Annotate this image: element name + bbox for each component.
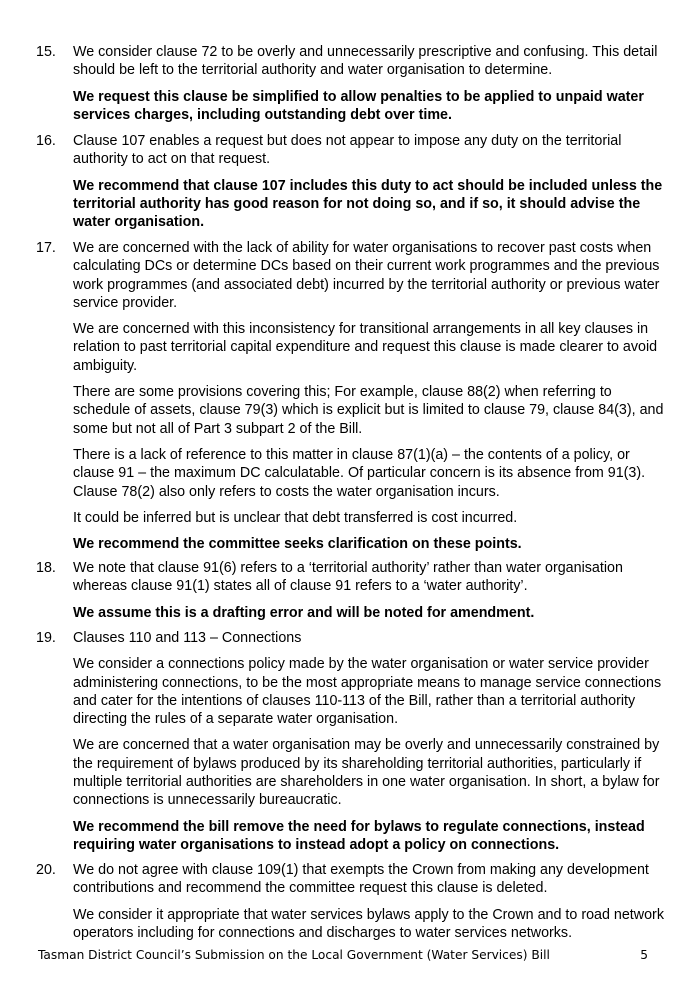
item-body [73, 559, 666, 622]
recommendation: We recommend the bill remove the need for bylaws to regulate connections, instead requiring water organisations to instead adopt a policy on connections. [73, 818, 645, 853]
paragraph: There is a lack of reference to this matter in clause 87(1)(a) – the contents of a policy, or clause 91 – the maximum DC calculatable. Of particular concern is its absence from 91(3). Clause 78(2) also only refers to costs the water organisation incurs. [73, 446, 646, 500]
item-body [73, 43, 666, 124]
item-number: 18. [36, 560, 56, 576]
paragraph: We note that clause 91(6) refers to a ‘territorial authority’ rather than water organisation whereas clause 91(1) states all of clause 91 refers to a ‘water authority’. [73, 560, 623, 595]
recommendation: We assume this is a drafting error and will be noted for amendment. [73, 604, 535, 621]
page-number: 5 [640, 948, 648, 962]
paragraph: It could be inferred but is unclear that debt transferred is cost incurred. [73, 509, 518, 526]
item-number: 17. [36, 240, 56, 256]
paragraph: We are concerned with this inconsistency for transitional arrangements in all key clauses in relation to past territorial capital expenditure and request this clause is made clearer to avoid ambiguity. [73, 321, 658, 374]
footer-title: Tasman District Council’s Submission on the Local Government (Water Services) Bill [38, 948, 550, 962]
recommendation: We recommend that clause 107 includes this duty to act should be included unless the territorial authority has good reason for not doing so, and if so, it should advise the water organisation. [73, 177, 663, 231]
item-body [73, 861, 666, 942]
item-body [73, 629, 666, 854]
clause-item-19 [36, 629, 666, 854]
item-body [73, 132, 666, 231]
recommendation: We request this clause be simplified to allow penalties to be applied to unpaid water services charges, including outstanding debt over time. [73, 88, 644, 123]
paragraph: We do not agree with clause 109(1) that exempts the Crown from making any development contributions and recommend the committee request this clause is deleted. [73, 862, 649, 897]
paragraph: We are concerned with the lack of ability for water organisations to recover past costs when calculating DCs or determine DCs based on their current work programmes and the previous work programmes (and associated debt) incurred by the territorial authority or previous water service provider. [73, 240, 660, 311]
item-number: 20. [36, 862, 56, 878]
item-number: 19. [36, 630, 56, 646]
paragraph: There are some provisions covering this; For example, clause 88(2) when referring to schedule of assets, clause 79(3) which is explicit but is limited to clause 79, clause 84(3), and some but not all of Part 3 subpart 2 of the Bill. [73, 384, 664, 437]
clause-item-16 [36, 132, 666, 231]
clause-item-17 [36, 239, 666, 553]
clause-item-18 [36, 559, 666, 622]
paragraph: We are concerned that a water organisation may be overly and unnecessarily constrained by the requirement of bylaws produced by its shareholding territorial authorities, particularly if multiple territorial authorities are shareholders in one water organisation. In short, a bylaw for connections is unnecessarily bureaucratic. [73, 737, 660, 809]
recommendation: We recommend the committee seeks clarification on these points. [73, 536, 522, 553]
clause-item-20 [36, 861, 666, 942]
page-footer [38, 947, 648, 963]
item-number: 16. [36, 133, 56, 149]
clause-item-15 [36, 43, 666, 124]
item-number: 15. [36, 44, 56, 60]
paragraph-heading: Clauses 110 and 113 – Connections [73, 630, 302, 646]
paragraph: Clause 107 enables a request but does not appear to impose any duty on the territorial authority to act on that request. [73, 133, 622, 168]
paragraph: We consider clause 72 to be overly and unnecessarily prescriptive and confusing. This detail should be left to the territorial authority and water organisation to determine. [73, 44, 658, 79]
item-body [73, 239, 666, 553]
paragraph: We consider it appropriate that water services bylaws apply to the Crown and to road network operators including for connections and discharges to water services networks. [73, 906, 664, 941]
paragraph: We consider a connections policy made by the water organisation or water service provider administering connections, to be the most appropriate means to manage service connections and cater for the intentions of clauses 110-113 of the Bill, rather than a territorial authority directing the rules of a separate water organisation. [73, 656, 662, 728]
